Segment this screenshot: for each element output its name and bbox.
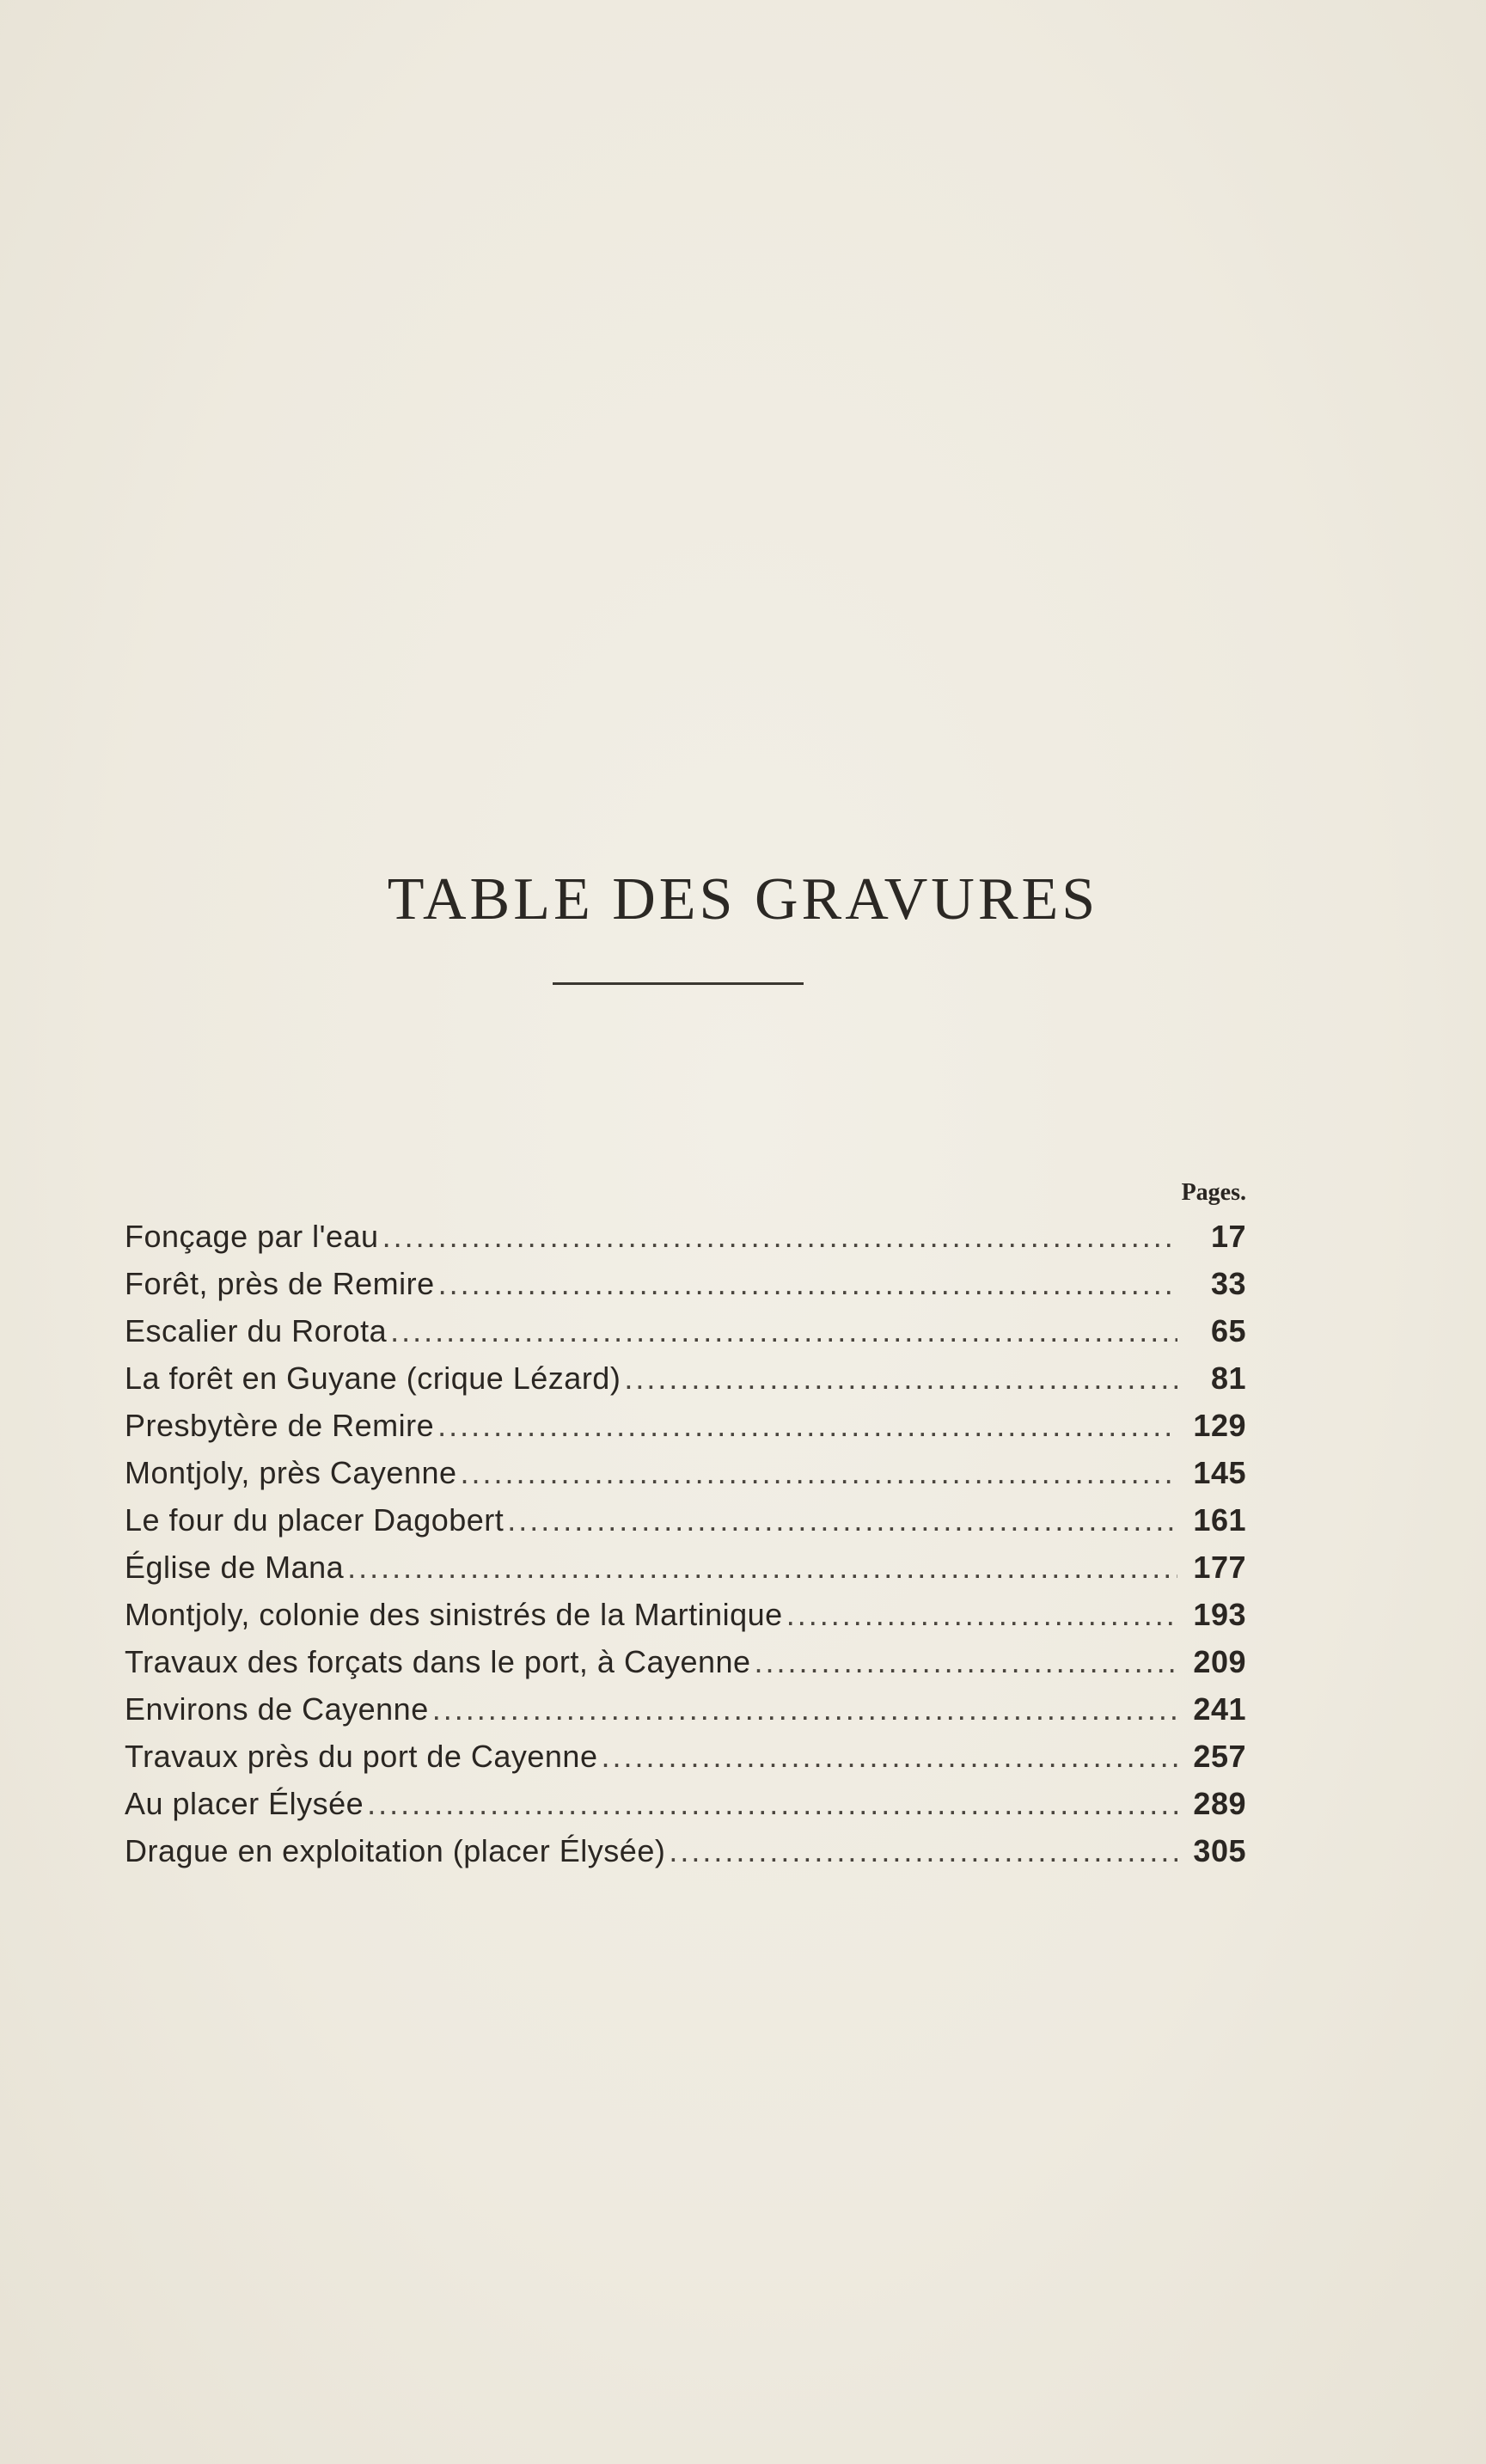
list-item xyxy=(125,1213,1246,1260)
entry-page-number: 129 xyxy=(1193,1408,1246,1443)
entry-page-number: 289 xyxy=(1193,1786,1246,1821)
entry-page-number: 177 xyxy=(1193,1550,1246,1585)
entry-page-number: 33 xyxy=(1210,1266,1246,1301)
list-item xyxy=(125,1449,1246,1496)
dot-leader xyxy=(507,1496,1177,1544)
entry-title: La forêt en Guyane (crique Lézard) xyxy=(125,1360,621,1396)
entry-title: Travaux des forçats dans le port, à Cayenne xyxy=(125,1644,751,1679)
dot-leader xyxy=(367,1780,1177,1827)
entry-page-number: 257 xyxy=(1193,1739,1246,1774)
list-item xyxy=(125,1780,1246,1827)
entry-title: Escalier du Rorota xyxy=(125,1313,388,1348)
entry-title: Travaux près du port de Cayenne xyxy=(125,1739,598,1774)
dot-leader xyxy=(347,1544,1177,1591)
entry-title: Église de Mana xyxy=(125,1550,345,1585)
entry-title: Forêt, près de Remire xyxy=(125,1266,435,1301)
dot-leader xyxy=(786,1591,1177,1638)
entry-title: Presbytère de Remire xyxy=(125,1408,435,1443)
list-item xyxy=(125,1544,1246,1591)
list-item xyxy=(125,1638,1246,1685)
entry-title: Fonçage par l'eau xyxy=(125,1219,379,1254)
dot-leader xyxy=(390,1307,1177,1354)
entry-page-number: 305 xyxy=(1193,1833,1246,1868)
entry-title: Drague en exploitation (placer Élysée) xyxy=(125,1833,666,1868)
entry-title: Au placer Élysée xyxy=(125,1786,364,1821)
list-item xyxy=(125,1354,1246,1402)
entry-title: Montjoly, près Cayenne xyxy=(125,1455,457,1490)
list-item xyxy=(125,1685,1246,1733)
entry-title: Le four du placer Dagobert xyxy=(125,1502,505,1538)
page-title: TABLE DES GRAVURES xyxy=(387,865,1099,932)
entry-page-number: 209 xyxy=(1193,1644,1246,1679)
entry-page-number: 193 xyxy=(1193,1597,1246,1632)
dot-leader xyxy=(755,1638,1177,1685)
entry-title: Environs de Cayenne xyxy=(125,1691,429,1727)
dot-leader xyxy=(438,1260,1177,1307)
entry-page-number: 65 xyxy=(1210,1313,1246,1348)
title-divider xyxy=(553,982,804,985)
dot-leader xyxy=(669,1827,1177,1874)
list-item xyxy=(125,1402,1246,1449)
dot-leader xyxy=(432,1685,1177,1733)
entry-page-number: 145 xyxy=(1193,1455,1246,1490)
entry-title: Montjoly, colonie des sinistrés de la Martinique xyxy=(125,1597,783,1632)
illustrations-list xyxy=(125,1213,1246,1874)
entry-page-number: 241 xyxy=(1193,1691,1246,1727)
list-item xyxy=(125,1827,1246,1874)
pages-column-label: Pages. xyxy=(1181,1179,1246,1206)
dot-leader xyxy=(624,1354,1177,1402)
list-item xyxy=(125,1307,1246,1354)
entry-page-number: 17 xyxy=(1210,1219,1246,1254)
dot-leader xyxy=(601,1733,1177,1780)
dot-leader xyxy=(437,1402,1177,1449)
list-item xyxy=(125,1260,1246,1307)
entry-page-number: 161 xyxy=(1193,1502,1246,1538)
list-item xyxy=(125,1733,1246,1780)
dot-leader xyxy=(382,1213,1177,1260)
dot-leader xyxy=(461,1449,1177,1496)
list-item xyxy=(125,1496,1246,1544)
list-item xyxy=(125,1591,1246,1638)
entry-page-number: 81 xyxy=(1210,1360,1246,1396)
